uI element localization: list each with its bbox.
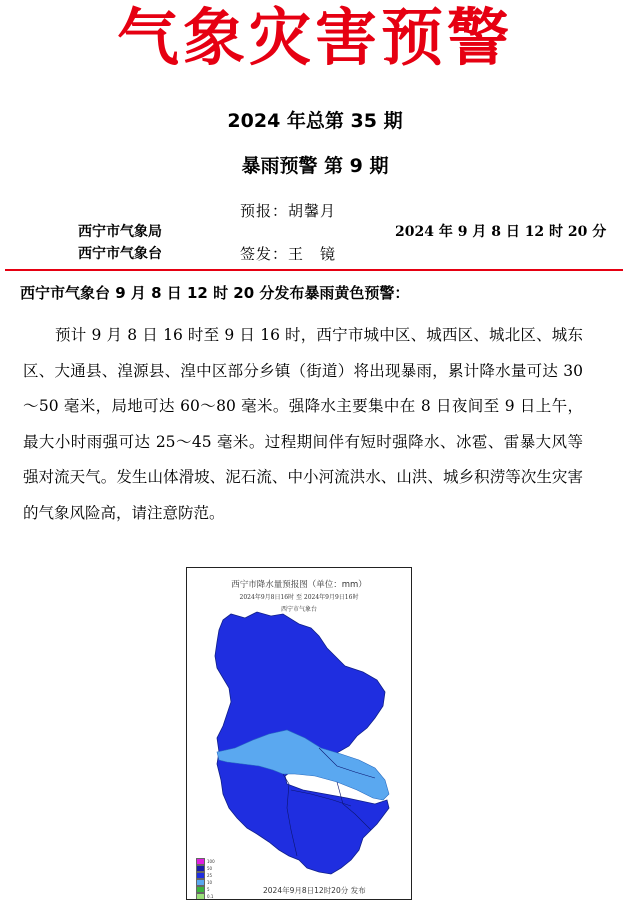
- legend-row-10: [196, 879, 215, 886]
- legend-row-25: [196, 872, 215, 879]
- legend-swatch: [196, 886, 205, 893]
- warning-series: 暴雨预警 第 9 期: [241, 155, 389, 177]
- legend-label: 50: [207, 866, 213, 871]
- map-issuer: 西宁市气象台: [280, 606, 317, 613]
- precipitation-forecast-map: [186, 567, 412, 900]
- legend-row-5: [196, 886, 215, 893]
- warning-headline: 西宁市气象台 9 月 8 日 12 时 20 分发布暴雨黄色预警：: [20, 284, 410, 302]
- map-legend: [196, 858, 215, 900]
- bulletin-title: 气象灾害预警: [116, 1, 513, 74]
- issuer-bureau: 西宁市气象局: [78, 224, 162, 240]
- issue-time: 2024 年 9 月 8 日 12 时 20 分: [395, 224, 607, 240]
- legend-swatch: [196, 872, 205, 879]
- forecaster: 预报：胡馨月: [240, 202, 337, 220]
- legend-label: 10: [207, 880, 213, 885]
- map-graphic: [187, 568, 411, 899]
- legend-row-0-1: [196, 893, 215, 900]
- issue-number: 2024 年总第 35 期: [227, 110, 403, 132]
- signer: 签发：王 镜: [240, 245, 337, 263]
- legend-swatch: [196, 893, 205, 900]
- legend-row-50: [196, 865, 215, 872]
- legend-label: 25: [207, 873, 213, 878]
- legend-label: 5: [207, 887, 210, 892]
- legend-swatch: [196, 865, 205, 872]
- issuer-observatory: 西宁市气象台: [78, 246, 162, 262]
- map-title: 西宁市降水量预报图（单位：mm）: [231, 580, 367, 590]
- map-footer: 2024年9月8日12时20分 发布: [263, 886, 366, 895]
- legend-label: 0.1: [207, 894, 214, 899]
- header-divider: [5, 269, 623, 271]
- legend-swatch: [196, 858, 205, 865]
- legend-label: 100: [207, 859, 215, 864]
- warning-body: 预计 9 月 8 日 16 时至 9 日 16 时，西宁市城中区、城西区、城北区、城东区、大通县、湟源县、湟中区部分乡镇（街道）将出现暴雨，累计降水量可达 30～50 毫米，局地可达 60～80 毫米。强降水主要集中在 8 日夜间至 9 日上午，最大小时雨强可达 25～45 毫米。过程期间伴有短时强降水、冰雹、雷暴大风等强对流天气。发生山体滑坡、泥石流、中小河流洪水、山洪、城乡积涝等次生灾害的气象风险高，请注意防范。: [23, 326, 583, 522]
- map-period: 2024年9月8日16时 至 2024年9月9日16时: [239, 594, 359, 601]
- legend-swatch: [196, 879, 205, 886]
- legend-row-100: [196, 858, 215, 865]
